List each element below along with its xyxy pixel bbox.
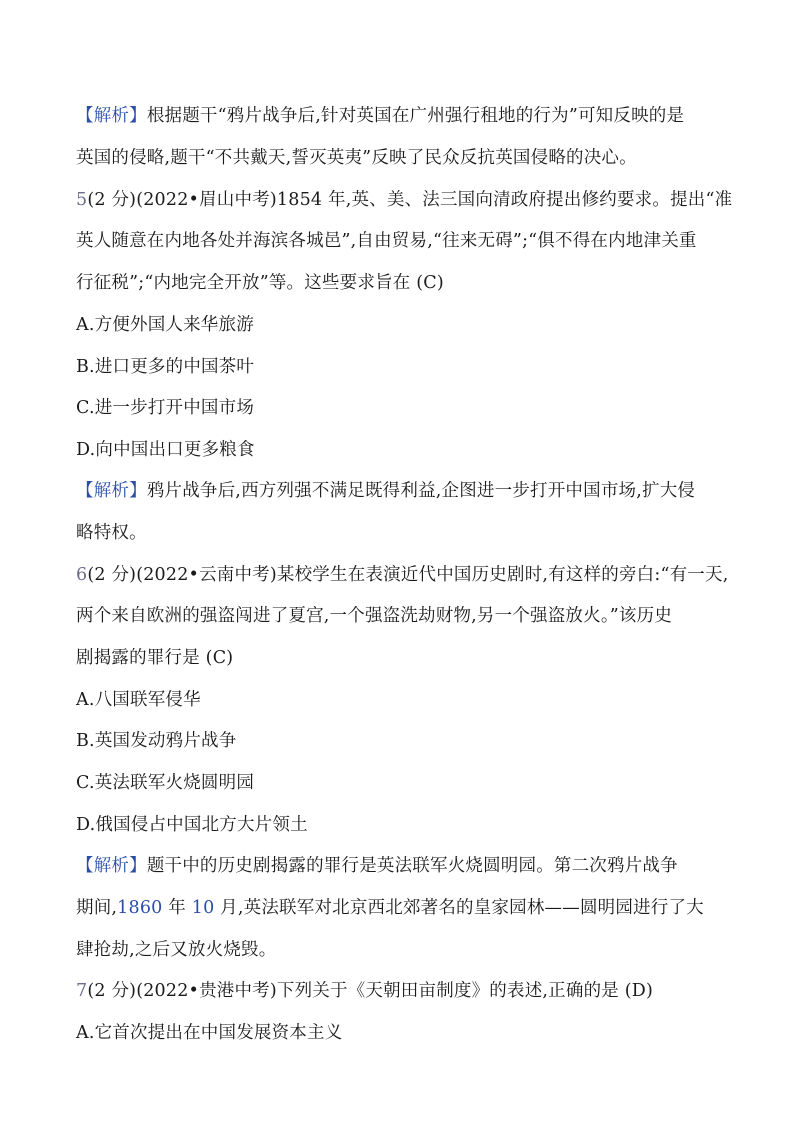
question-5-option-a: A.方便外国人来华旅游 [76,315,254,335]
question-5-line3: 行征税”;“内地完全开放”等。这些要求旨在 (C) [76,273,444,293]
question-5-line1 [76,188,732,212]
question-number: 6 [76,565,88,585]
question-6-option-d: D.俄国侵占中国北方大片领土 [76,815,308,835]
question-text: (2 分)(2022•贵港中考)下列关于《天朝田亩制度》的表述,正确的是 (D) [87,981,654,1001]
question-5-option-d: D.向中国出口更多粮食 [76,440,255,460]
analysis-q5-line2: 略特权。 [76,523,147,543]
analysis-q6-line3: 肆抢劫,之后又放火烧毁。 [76,940,277,960]
question-7-line1 [76,979,653,1003]
year-value: 1860 [117,898,163,918]
question-6-line3: 剧揭露的罪行是 (C) [76,648,234,668]
question-text: (2 分)(2022•云南中考)某校学生在表演近代中国历史剧时,有这样的旁白:“有一天, [87,565,729,585]
question-5-line2: 英人随意在内地各处并海滨各城邑”,自由贸易,“往来无碍”;“俱不得在内地津关重 [76,231,697,251]
question-6-option-a: A.八国联军侵华 [76,690,201,710]
analysis-tag: 【解析】 [76,481,147,501]
analysis-text: 题干中的历史剧揭露的罪行是英法联军火烧圆明园。第二次鸦片战争 [146,856,678,876]
month-value: 10 [191,898,215,918]
question-6-line2: 两个来自欧洲的强盗闯进了夏宫,一个强盗洗劫财物,另一个强盗放火。”该历史 [76,606,673,626]
question-number: 5 [76,190,88,210]
analysis-q6-line1 [76,854,678,878]
analysis-tag: 【解析】 [76,856,147,876]
analysis-q4-line1 [76,104,684,128]
analysis-q6-line2 [76,896,704,920]
question-5-option-c: C.进一步打开中国市场 [76,398,255,418]
question-6-line1 [76,563,728,587]
analysis-text: 期间, [76,898,118,918]
analysis-text: 月,英法联军对北京西北郊著名的皇家园林——圆明园进行了大 [214,898,704,918]
question-6-option-c: C.英法联军火烧圆明园 [76,773,255,793]
analysis-q4-line2: 英国的侵略,题干“不共戴天,誓灭英夷”反映了民众反抗英国侵略的决心。 [76,148,637,168]
question-7-option-a: A.它首次提出在中国发展资本主义 [76,1023,343,1043]
question-number: 7 [76,981,88,1001]
analysis-text: 年 [162,898,192,918]
question-text: (2 分)(2022•眉山中考)1854 年,英、美、法三国向清政府提出修约要求。提出“准 [87,190,733,210]
analysis-tag: 【解析】 [76,106,147,126]
analysis-text: 鸦片战争后,西方列强不满足既得利益,企图进一步打开中国市场,扩大侵 [146,481,696,501]
analysis-text: 根据题干“鸦片战争后,针对英国在广州强行租地的行为”可知反映的是 [146,106,685,126]
question-5-option-b: B.进口更多的中国茶叶 [76,357,255,377]
question-6-option-b: B.英国发动鸦片战争 [76,731,237,751]
analysis-q5-line1 [76,479,695,503]
